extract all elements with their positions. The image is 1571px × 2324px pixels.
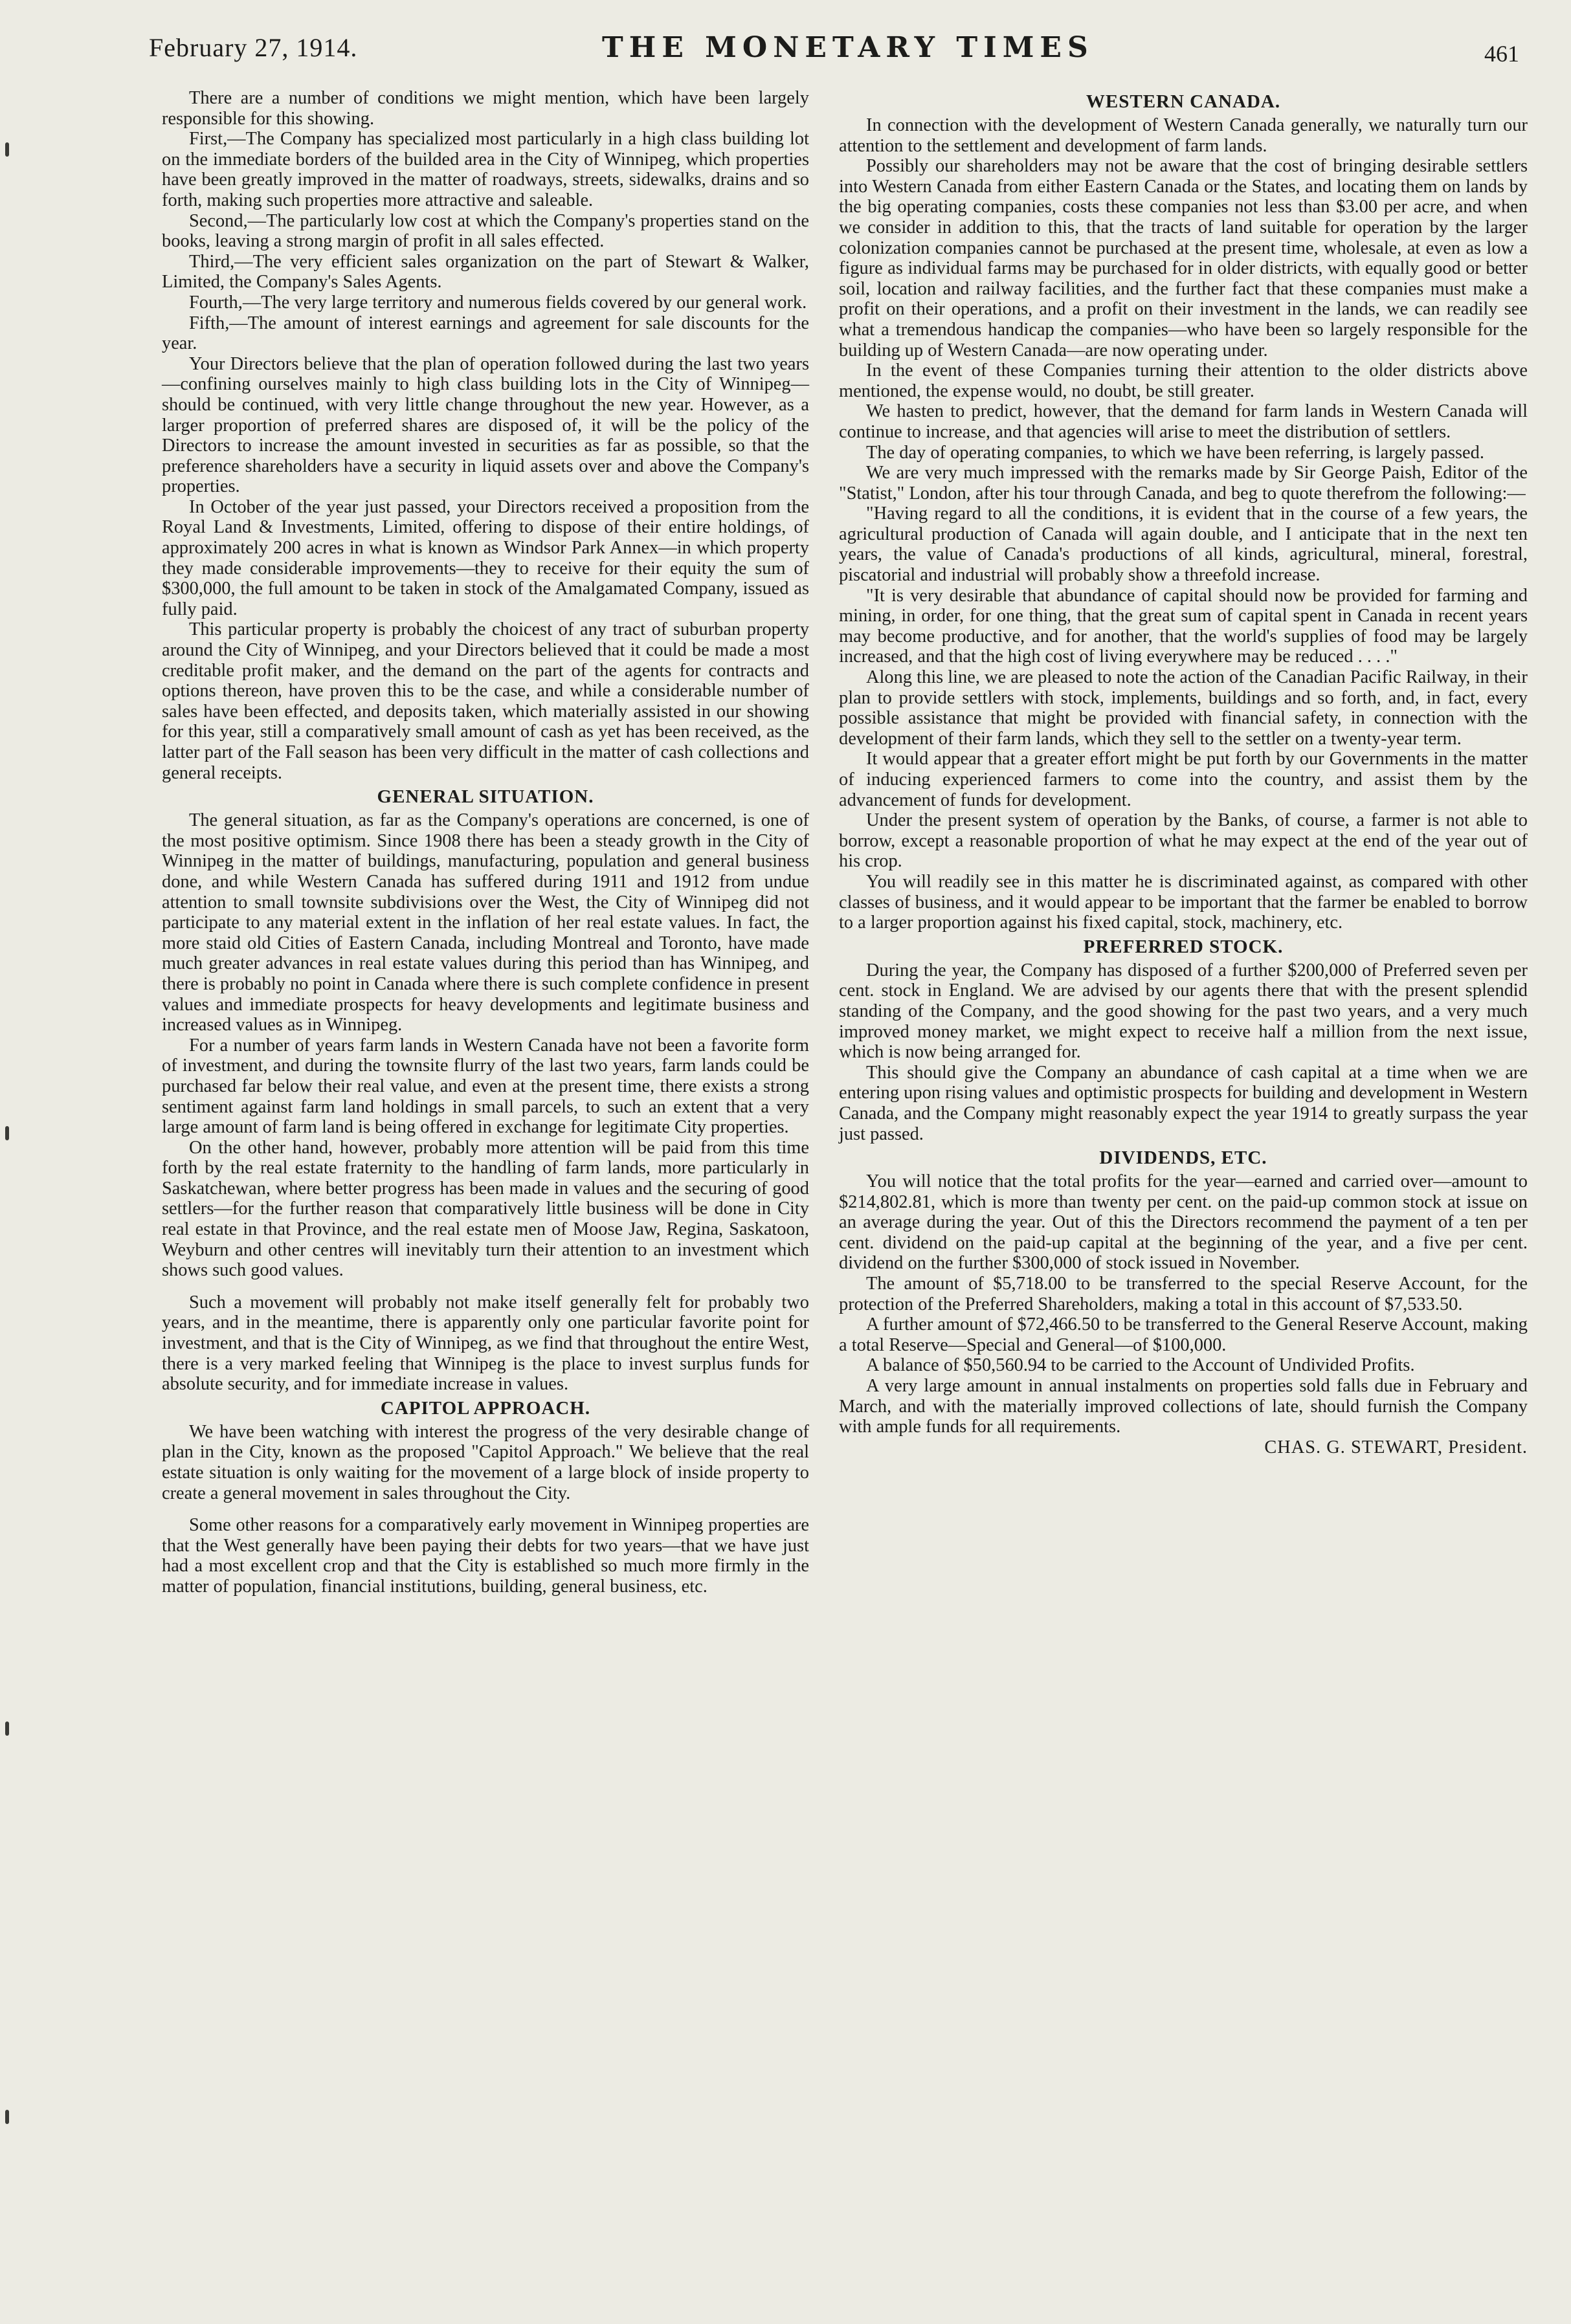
signature: CHAS. G. STEWART, President. <box>1264 1437 1528 1457</box>
publication-title: THE MONETARY TIMES <box>602 31 1094 64</box>
paragraph: You will readily see in this matter he is discriminated against, as compared with other classes of business, and it would appear to be important that the farmer be enabled to borrow to a larger proportion against his fixed capital, stock, machinery, etc. <box>839 871 1528 933</box>
paragraph: Second,—The particularly low cost at which the Company's properties stand on the books, leaving a strong margin of profit in all sales effected. <box>162 210 809 252</box>
paragraph: Along this line, we are pleased to note the action of the Canadian Pacific Railway, in their plan to provide settlers with stock, implements, buildings and so forth, and, in fact, every possible assistance that might be provided with financial safety, in connection with the development of their farm lands, which they sell to the settler on a twenty-year term. <box>839 667 1528 749</box>
paragraph: The day of operating companies, to which we have been referring, is largely passed. <box>866 442 1484 463</box>
section-heading-western-canada: WESTERN CANADA. <box>1086 91 1281 112</box>
paragraph: We are very much impressed with the remarks made by Sir George Paish, Editor of the "Statist," London, after his tour through Canada, and beg to quote therefrom the following:— <box>839 463 1528 504</box>
paragraph: The amount of $5,718.00 to be transferred to the special Reserve Account, for the protection of the Preferred Shareholders, making a total in this account of $7,533.50. <box>839 1274 1528 1314</box>
issue-date: February 27, 1914. <box>149 33 358 62</box>
left-column <box>162 88 809 1597</box>
paragraph: This particular property is probably the choicest of any tract of suburban property around the City of Winnipeg, and your Directors believed that it could be made a most creditable profit maker, and the demand on the part of the agents for contracts and options thereon, have proven this to be the case, and while a considerable number of sales have been effected, and deposits taken, which materially assisted in our showing for this year, still a comparatively small amount of cash as yet has been received, as the latter part of the Fall season has been very difficult in the matter of cash collections and general receipts. <box>162 619 809 783</box>
paragraph: On the other hand, however, probably more attention will be paid from this time forth by the real estate fraternity to the handling of farm lands, more particularly in Saskatchewan, where better progress has been made in values and the securing of good settlers—for the further reason that comparatively little business will be done in City real estate in that Province, and the real estate men of Moose Jaw, Regina, Saskatoon, Weyburn and other centres will inevitably turn their attention to an investment which shows such good values. <box>162 1137 809 1281</box>
section-heading-dividends: DIVIDENDS, ETC. <box>1099 1147 1267 1169</box>
binding-mark <box>5 2110 9 2124</box>
quotation: "It is very desirable that abundance of capital should now be provided for farming and mining, in order, for one thing, that the great sum of capital spent in Canada in recent years may become productive, and for another, that the world's supplies of food may be largely increased, and that the high cost of living everywhere may be reduced . . . ." <box>839 585 1528 667</box>
paragraph: The general situation, as far as the Company's operations are concerned, is one of the most positive optimism. Since 1908 there has been a steady growth in the City of Winnipeg in the matter of buildings, manufacturing, population and general business done, and while Western Canada has suffered during 1911 and 1912 from undue attention to small townsite subdivisions over the West, the City of Winnipeg did not participate to any material extent in the inflation of her real estate values. In fact, the more staid old Cities of Eastern Canada, including Montreal and Toronto, have made much greater advances in real estate values during this period than has Winnipeg, and there is probably no point in Canada where there is such complete confidence in present values and immediate prospects for heavy developments and legitimate business and increased values as in Winnipeg. <box>162 810 809 1035</box>
section-heading-capitol-approach: CAPITOL APPROACH. <box>380 1397 591 1419</box>
spacer <box>162 1281 809 1292</box>
paragraph: Some other reasons for a comparatively early movement in Winnipeg properties are that the West generally have been paying their debts for two years—that we have just had a most excellent crop and that the City is established so much more firmly in the matter of population, financial institutions, building, general business, etc. <box>162 1515 809 1597</box>
paragraph: A balance of $50,560.94 to be carried to the Account of Undivided Profits. <box>866 1355 1415 1376</box>
paragraph: There are a number of conditions we might mention, which have been largely responsible for this showing. <box>162 88 809 129</box>
paragraph: You will notice that the total profits for the year—earned and carried over—amount to $214,802.81, which is more than twenty per cent. on the paid-up common stock at issue on an average during the year. Out of this the Directors recommend the payment of a ten per cent. dividend on the paid-up capital at the beginning of the year, and a five per cent. dividend on the further $300,000 of stock issued in November. <box>839 1171 1528 1274</box>
page-number: 461 <box>1484 41 1519 67</box>
paragraph: First,—The Company has specialized most particularly in a high class building lot on the immediate borders of the builded area in the City of Winnipeg, which properties have been greatly improved in the matter of roadways, streets, sidewalks, drains and so forth, making such properties more attractive and saleable. <box>162 129 809 210</box>
paragraph: Your Directors believe that the plan of operation followed during the last two years—confining ourselves mainly to high class building lots in the City of Winnipeg—should be continued, with very little change throughout the new year. However, as a larger proportion of preferred shares are disposed of, it will be the policy of the Directors to increase the amount invested in securities as far as possible, so that the preference shareholders have a security in liquid assets over and above the Company's properties. <box>162 353 809 497</box>
spacer <box>162 1503 809 1515</box>
paragraph: In October of the year just passed, your Directors received a proposition from the Royal Land & Investments, Limited, offering to dispose of their entire holdings, of approximately 200 acres in what is known as Windsor Park Annex—in which property they made considerable improvements—they to receive for their equity the sum of $300,000, the full amount to be taken in stock of the Amalgamated Company, issued as fully paid. <box>162 496 809 619</box>
paragraph: Third,—The very efficient sales organization on the part of Stewart & Walker, Limited, the Company's Sales Agents. <box>162 251 809 293</box>
binding-mark <box>5 1721 9 1736</box>
paragraph: Such a movement will probably not make itself generally felt for probably two years, and in the meantime, there is apparently only one particular favorite point for investment, and that is the City of Winnipeg, as we find that throughout the entire West, there is a very marked feeling that Winnipeg is the place to invest surplus funds for absolute security, and for immediate increase in values. <box>162 1292 809 1395</box>
paragraph: For a number of years farm lands in Western Canada have not been a favorite form of investment, and during the townsite flurry of the last two years, farm lands could be purchased far below their real value, and even at the present time, there exists a strong sentiment against farm land holdings in small parcels, to such an extent that a very large amount of farm land is being offered in exchange for legitimate City properties. <box>162 1035 809 1138</box>
paragraph: During the year, the Company has disposed of a further $200,000 of Preferred seven per cent. stock in England. We are advised by our agents there that with the present splendid standing of the Company, and the good showing for the past two years, and a very much improved money market, we might expect to receive half a million from the next issue, which is now being arranged for. <box>839 960 1528 1063</box>
paragraph: In connection with the development of Western Canada generally, we naturally turn our attention to the settlement and development of farm lands. <box>839 115 1528 156</box>
paragraph: It would appear that a greater effort might be put forth by our Governments in the matter of inducing experienced farmers to come into the country, and assist them by the advancement of funds for development. <box>839 749 1528 810</box>
paragraph: Possibly our shareholders may not be aware that the cost of bringing desirable settlers into Western Canada from either Eastern Canada or the States, and locating them on lands by the big operating companies, costs these companies not less than $3.00 per acre, and when we consider in addition to this, that the tracts of land suitable for operation by the larger colonization companies cannot be purchased at the present time, wholesale, at even as low a figure as individual farms may be purchased for in older districts, with equally good or better soil, location and railway facilities, and the further fact that these companies must make a profit on their operations, and a profit on their investment in the lands, we can readily see what a tremendous handicap the companies—who have been so largely responsible for the building up of Western Canada—are now operating under. <box>839 156 1528 360</box>
section-heading-general-situation: GENERAL SITUATION. <box>377 786 594 808</box>
paragraph: In the event of these Companies turning their attention to the older districts above mentioned, the expense would, no doubt, be still greater. <box>839 360 1528 401</box>
paragraph: A very large amount in annual instalments on properties sold falls due in February and March, and with the materially improved collections of late, should furnish the Company with ample funds for all requirements. <box>839 1376 1528 1437</box>
paragraph: A further amount of $72,466.50 to be transferred to the General Reserve Account, making a total Reserve—Special and General—of $100,000. <box>839 1314 1528 1355</box>
paragraph: We hasten to predict, however, that the demand for farm lands in Western Canada will continue to increase, and that agencies will arise to meet the distribution of settlers. <box>839 401 1528 442</box>
paragraph: Under the present system of operation by the Banks, of course, a farmer is not able to borrow, except a reasonable proportion of what he may expect at the end of the year out of his crop. <box>839 810 1528 872</box>
binding-mark <box>5 142 9 157</box>
paragraph: We have been watching with interest the progress of the very desirable change of plan in the City, known as the proposed "Capitol Approach." We believe that the real estate situation is only waiting for the movement of a large block of inside property to create a general movement in sales throughout the City. <box>162 1421 809 1503</box>
quotation: "Having regard to all the conditions, it is evident that in the course of a few years, the agricultural production of Canada will again double, and I anticipate that in the next ten years, the value of Canada's productions of all kinds, agricultural, mineral, forestral, piscatorial and industrial will probably show a threefold increase. <box>839 504 1528 586</box>
binding-mark <box>5 1126 9 1140</box>
paragraph: This should give the Company an abundance of cash capital at a time when we are entering upon rising values and optimistic prospects for building and development in Western Canada, and the Company might reasonably expect the year 1914 to greatly surpass the year just passed. <box>839 1062 1528 1144</box>
paragraph: Fifth,—The amount of interest earnings and agreement for sale discounts for the year. <box>162 313 809 354</box>
section-heading-preferred-stock: PREFERRED STOCK. <box>1083 936 1284 957</box>
right-column <box>839 88 1528 1457</box>
paragraph: Fourth,—The very large territory and numerous fields covered by our general work. <box>189 292 807 313</box>
page-header <box>149 26 1519 78</box>
